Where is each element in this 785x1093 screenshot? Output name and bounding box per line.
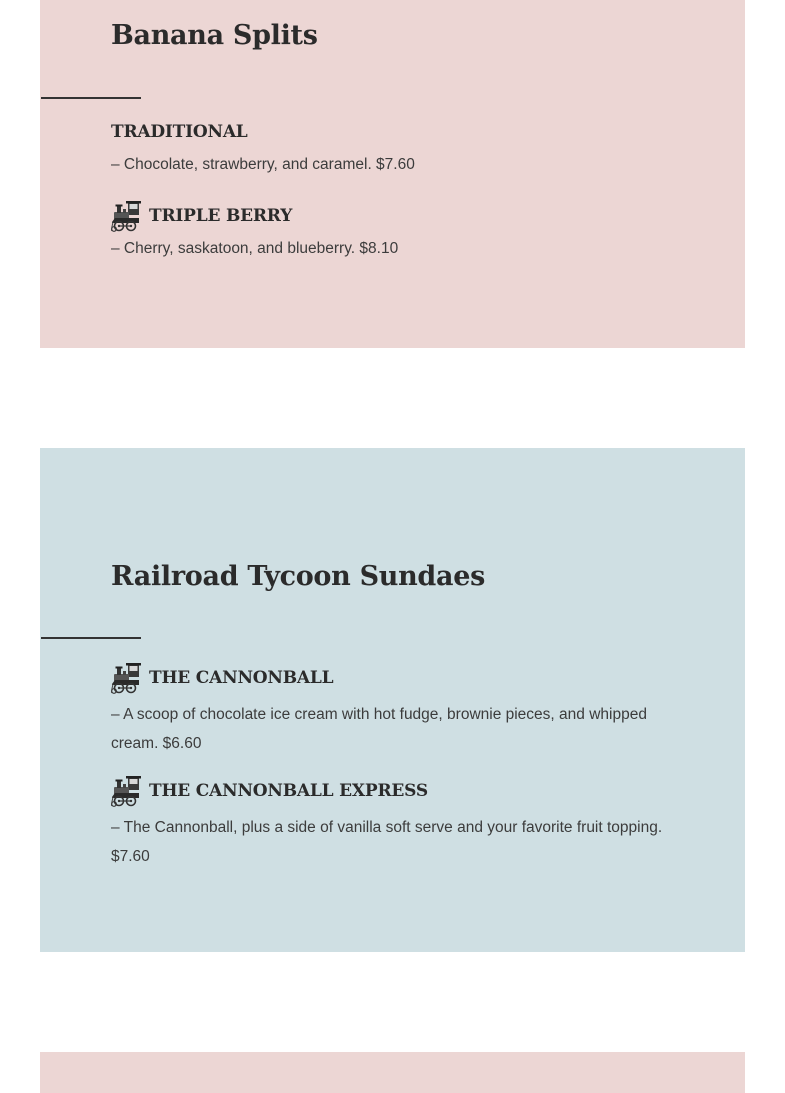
menu-item-description: – Cherry, saskatoon, and blueberry. $8.10 bbox=[111, 240, 399, 257]
menu-item-name: TRIPLE BERRY bbox=[149, 206, 293, 226]
train-icon bbox=[111, 200, 141, 232]
train-icon bbox=[111, 662, 141, 694]
menu-item-the-cannonball bbox=[111, 661, 681, 758]
menu-item-name: TRADITIONAL bbox=[111, 122, 248, 142]
section-title-railroad-tycoon-sundaes: Railroad Tycoon Sundaes bbox=[111, 561, 485, 592]
next-section bbox=[40, 1052, 745, 1093]
menu-item-the-cannonball-express bbox=[111, 774, 681, 871]
menu-item-description: – Chocolate, strawberry, and caramel. $7.60 bbox=[111, 156, 415, 173]
section-divider bbox=[41, 97, 141, 99]
banana-splits-section bbox=[40, 0, 745, 348]
menu-item-description: – A scoop of chocolate ice cream with hot fudge, brownie pieces, and whipped cream. $6.60 bbox=[111, 706, 647, 752]
menu-item-description: – The Cannonball, plus a side of vanilla soft serve and your favorite fruit topping. $7.60 bbox=[111, 819, 663, 865]
train-icon bbox=[111, 775, 141, 807]
menu-item-name: THE CANNONBALL EXPRESS bbox=[149, 781, 428, 801]
section-title-banana-splits: Banana Splits bbox=[111, 20, 318, 51]
menu-item-triple-berry bbox=[111, 199, 681, 264]
section-divider bbox=[41, 637, 141, 639]
menu-item-name: THE CANNONBALL bbox=[149, 668, 334, 688]
menu-item-traditional bbox=[111, 115, 681, 180]
railroad-tycoon-sundaes-section bbox=[40, 448, 745, 952]
